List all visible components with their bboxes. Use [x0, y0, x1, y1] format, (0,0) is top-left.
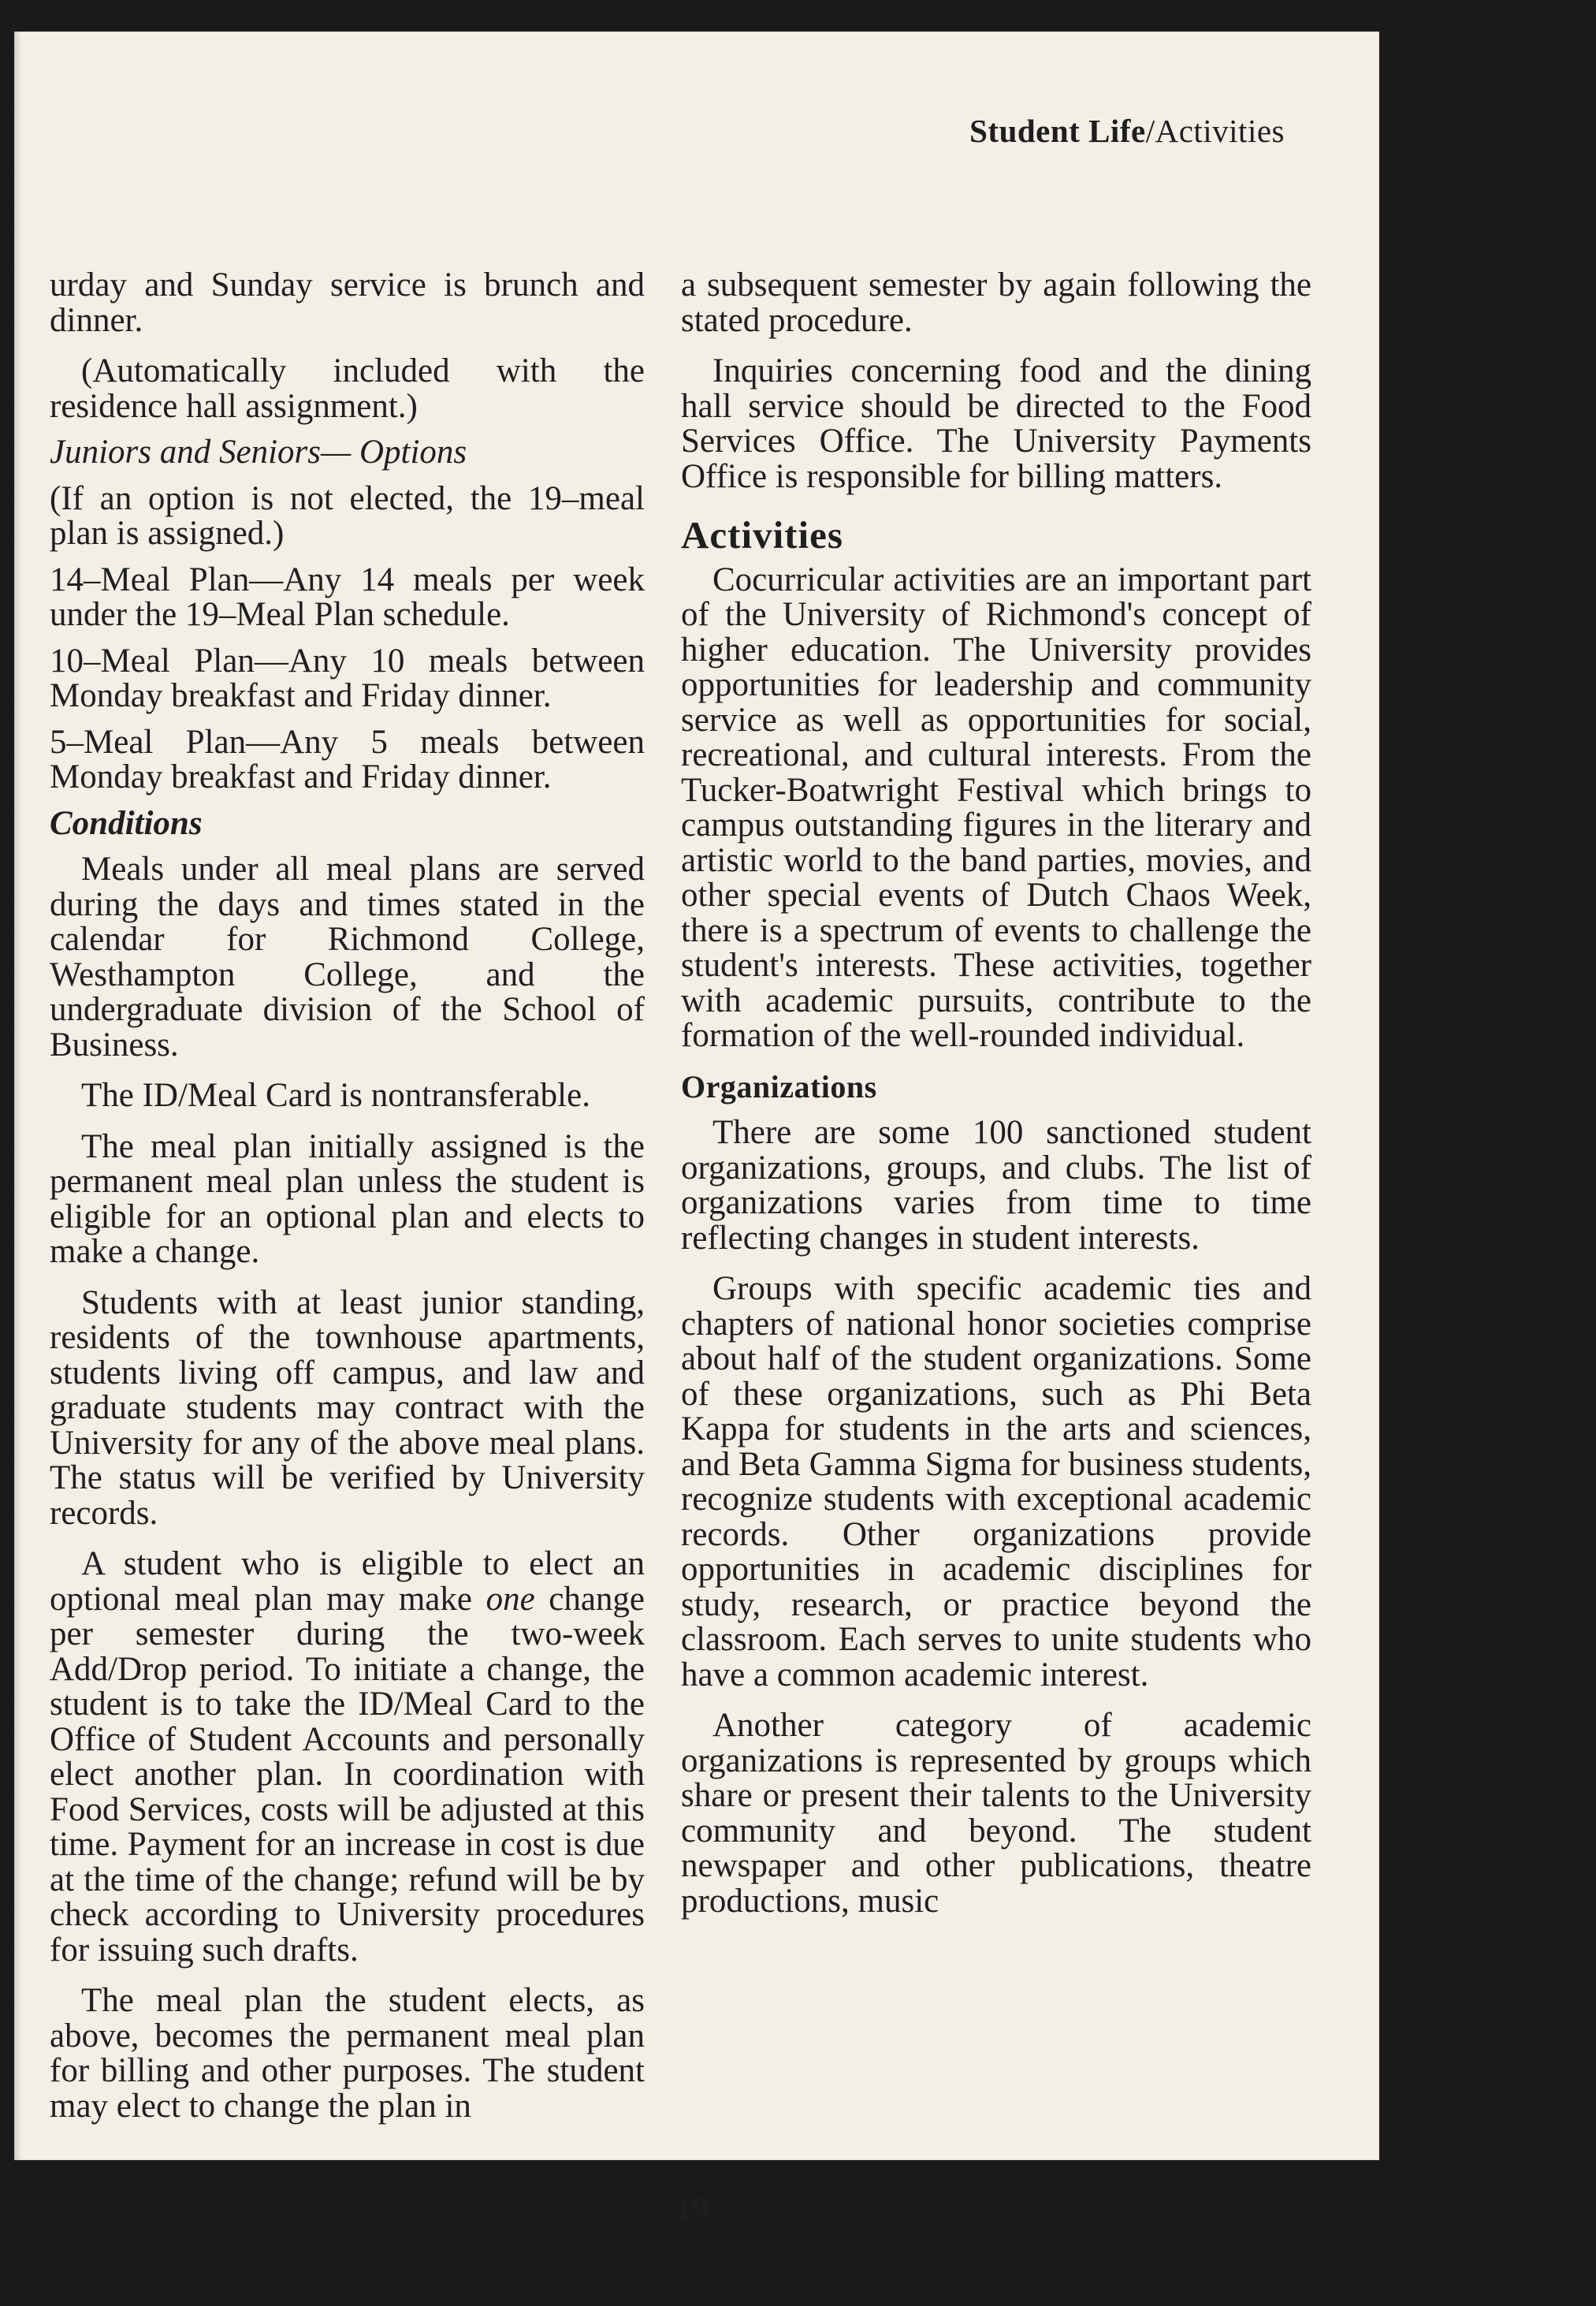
subheading-conditions: Conditions [50, 804, 203, 842]
paragraph: Meals under all meal plans are served during the days and times stated in the calendar for Richmond College, Westhampton College, and the undergraduate division of the School of Business. [50, 851, 645, 1064]
emphasis-one: one [485, 1580, 535, 1618]
meal-plan-5: 5–Meal Plan—Any 5 meals between Monday breakfast and Friday dinner. [50, 723, 645, 795]
page-number: 19 [675, 2191, 709, 2228]
left-column [50, 268, 645, 2140]
subheading-juniors-seniors: Juniors and Seniors— Options [50, 434, 467, 471]
paragraph: a subsequent semester by again following the stated procedure. [681, 266, 1311, 339]
running-header [969, 112, 1285, 150]
header-section-bold: Student Life [969, 113, 1146, 149]
meal-plan-10: 10–Meal Plan—Any 10 meals between Monday breakfast and Friday dinner. [50, 642, 645, 714]
right-column [681, 268, 1311, 1935]
paragraph: urday and Sunday service is brunch and dinner. [50, 266, 645, 339]
paragraph: The meal plan initially assigned is the permanent meal plan unless the student is eligible for an optional plan and elects to make a change. [50, 1127, 645, 1270]
paragraph: The meal plan the student elects, as above, becomes the permanent meal plan for billing and other purposes. The student may elect to change the plan in [50, 1982, 645, 2125]
paragraph: Students with at least junior standing, residents of the townhouse apartments, students living off campus, and law and graduate students may contract with the University for any of the above meal plans. The status will be verified by University records. [50, 1283, 645, 1532]
paragraph [50, 1547, 645, 1968]
paragraph: (Automatically included with the residence hall assignment.) [50, 352, 645, 425]
paragraph: Cocurricular activities are an important part of the University of Richmond's concept of higher education. The University provides opportunities for leadership and community service as well as opportunities for social, recreational, and cultural interests. From the Tucker-Boatwright Festival which brings to campus outstanding figures in the literary and artistic world to the band parties, movies, and other special events of Dutch Chaos Week, there is a spectrum of events to challenge the student's interests. These activities, together with academic pursuits, contribute to the formation of the well-rounded individual. [681, 561, 1311, 1054]
subheading-organizations: Organizations [681, 1068, 877, 1105]
text-run: change per semester during the two-week Add/Drop period. To initiate a change, the student is to take the ID/Meal Card to the Office of Student Accounts and personally elect another plan. In coordination with Food Services, costs will be adjusted at this time. Payment for an increase in cost is due at the time of the change; refund will be by check according to University procedures for issuing such drafts. [50, 1580, 645, 1969]
paragraph: The ID/Meal Card is nontransferable. [81, 1077, 590, 1114]
text-run: A student who is eligible to elect an optional meal plan may make [50, 1545, 645, 1618]
page-edge-shadow [14, 32, 22, 2160]
header-section-rest: /Activities [1145, 113, 1285, 149]
meal-plan-14: 14–Meal Plan—Any 14 meals per week under the 19–Meal Plan schedule. [50, 561, 645, 633]
paragraph: (If an option is not elected, the 19–meal plan is assigned.) [50, 479, 645, 552]
section-heading-activities: Activities [681, 513, 843, 557]
paragraph: There are some 100 sanctioned student organizations, groups, and clubs. The list of organizations varies from time to time reflecting changes in student interests. [681, 1114, 1311, 1257]
paragraph: Groups with specific academic ties and chapters of national honor societies comprise about half of the student organizations. Some of these organizations, such as Phi Beta Kappa for students in the arts and sciences, and Beta Gamma Sigma for business students, recognize students with exceptional academic records. Other organizations provide opportunities in academic disciplines for study, research, or practice beyond the classroom. Each serves to unite students who have a common academic interest. [681, 1270, 1311, 1693]
document-page [14, 32, 1379, 2228]
paragraph: Inquiries concerning food and the dining hall service should be directed to the Food Services Office. The University Payments Office is responsible for billing matters. [681, 352, 1311, 495]
paragraph: Another category of academic organizations is represented by groups which share or present their talents to the University community and beyond. The student newspaper and other publications, theatre productions, music [681, 1707, 1311, 1920]
